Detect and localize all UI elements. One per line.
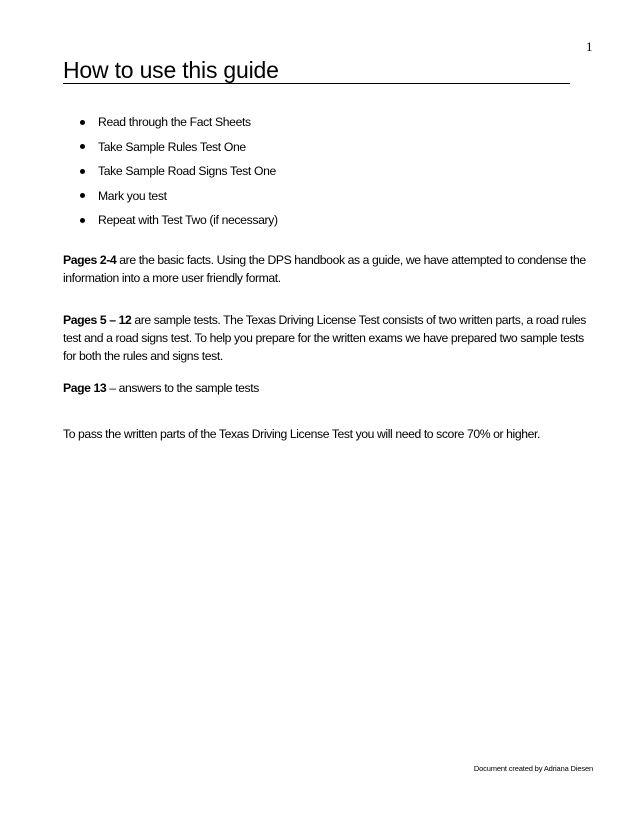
passing-paragraph [63, 425, 598, 443]
facts-text: are the basic facts. Using the DPS handbook as a guide, we have attempted to condense the information into a more user friendly format. [63, 253, 586, 285]
list-item [71, 135, 278, 160]
bullet-icon [80, 169, 85, 174]
tests-text: are sample tests. The Texas Driving License Test consists of two written parts, a road rules test and a road signs test. To help you prepare for the written exams we have prepared two sample tests for both the rules and signs test. [63, 313, 586, 363]
list-item [71, 110, 278, 135]
list-item [71, 159, 278, 184]
step-text: Repeat with Test Two (if necessary) [98, 213, 278, 228]
footer-credit: Document created by Adriana Diesen [473, 764, 593, 773]
passing-text: To pass the written parts of the Texas Driving License Test you will need to score 70% or higher. [63, 427, 540, 441]
step-text: Take Sample Road Signs Test One [98, 164, 276, 179]
list-item [71, 208, 278, 233]
list-item [71, 184, 278, 209]
tests-paragraph [63, 311, 598, 365]
facts-page-label: Pages 2-4 [63, 253, 117, 267]
steps-list [71, 110, 278, 233]
answers-page-label: Page 13 [63, 381, 107, 395]
facts-paragraph [63, 251, 598, 287]
bullet-icon [80, 193, 85, 198]
bullet-icon [80, 144, 85, 149]
answers-paragraph [63, 379, 598, 397]
bullet-icon [80, 218, 85, 223]
page-number: 1 [586, 39, 593, 54]
answers-text: – answers to the sample tests [106, 381, 259, 395]
tests-page-label: Pages 5 – 12 [63, 313, 132, 327]
page-title: How to use this guide [63, 57, 570, 84]
bullet-icon [80, 120, 85, 125]
step-text: Take Sample Rules Test One [98, 139, 246, 154]
step-text: Mark you test [98, 188, 167, 203]
step-text: Read through the Fact Sheets [98, 115, 251, 130]
